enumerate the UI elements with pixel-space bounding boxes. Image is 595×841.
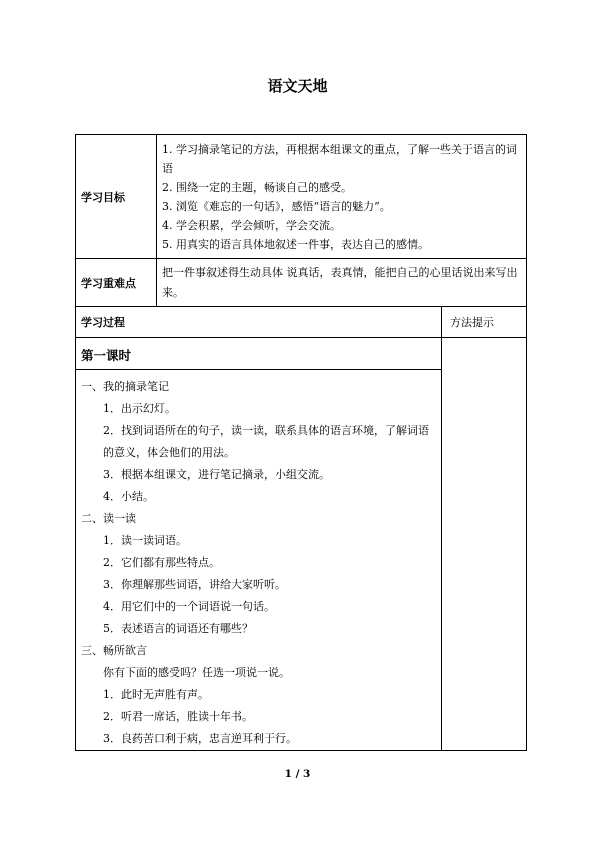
process-line: 一、我的摘录笔记 [81,380,169,393]
lesson-plan-table [75,134,527,751]
process-line: 1．出示幻灯。 [103,402,176,415]
process-body-row [76,338,527,751]
method-content [442,338,527,751]
process-lines [76,370,441,750]
difficulty-label: 学习重难点 [76,259,157,307]
goal-item: 3. 浏览《难忘的一句话》，感悟“语言的魅力”。 [162,200,391,213]
lesson-title: 第一课时 [76,338,441,370]
process-line: 1．此时无声胜有声。 [103,688,209,701]
method-label: 方法提示 [442,307,527,338]
goals-label: 学习目标 [76,135,157,259]
page-number: 1 / 3 [284,768,311,780]
process-content [76,338,442,751]
process-line: 2．听君一席话，胜读十年书。 [103,710,253,723]
goals-row [76,135,527,259]
process-line: 3．你理解那些词语，讲给大家听听。 [103,578,286,591]
process-header-row [76,307,527,338]
difficulty-text: 把一件事叙述得生动具体 说真话，表真情，能把自己的心里话说出来写出来。 [157,259,527,307]
process-line: 4．小结。 [103,490,154,503]
process-line: 4．用它们中的一个词语说一句话。 [103,600,275,613]
difficulty-row [76,259,527,307]
goals-content [157,135,527,259]
process-line: 你有下面的感受吗？任选一项说一说。 [103,666,290,679]
process-line: 1．读一读词语。 [103,534,187,547]
process-line: 2．它们都有那些特点。 [103,556,220,569]
process-line: 3．根据本组课文，进行笔记摘录，小组交流。 [103,468,330,481]
process-line: 3．良药苦口利于病，忠言逆耳利于行。 [103,732,297,745]
goal-item: 1. 学习摘录笔记的方法，再根据本组课文的重点，了解一些关于语言的词语 [162,143,517,175]
process-line: 三、畅所欲言 [81,644,147,657]
page-title: 语文天地 [267,77,328,95]
goal-item: 5. 用真实的语言具体地叙述一件事，表达自己的感情。 [162,238,429,251]
goal-item: 4. 学会积累，学会倾听，学会交流。 [162,219,341,232]
process-line: 二、读一读 [81,512,136,525]
process-label: 学习过程 [76,307,442,338]
process-line: 2．找到词语所在的句子，读一读，联系具体的语言环境，了解词语的意义，体会他们的用法。 [103,424,429,459]
goal-item: 2. 围绕一定的主题，畅谈自己的感受。 [162,181,352,194]
process-line: 5．表述语言的词语还有哪些？ [103,622,253,635]
